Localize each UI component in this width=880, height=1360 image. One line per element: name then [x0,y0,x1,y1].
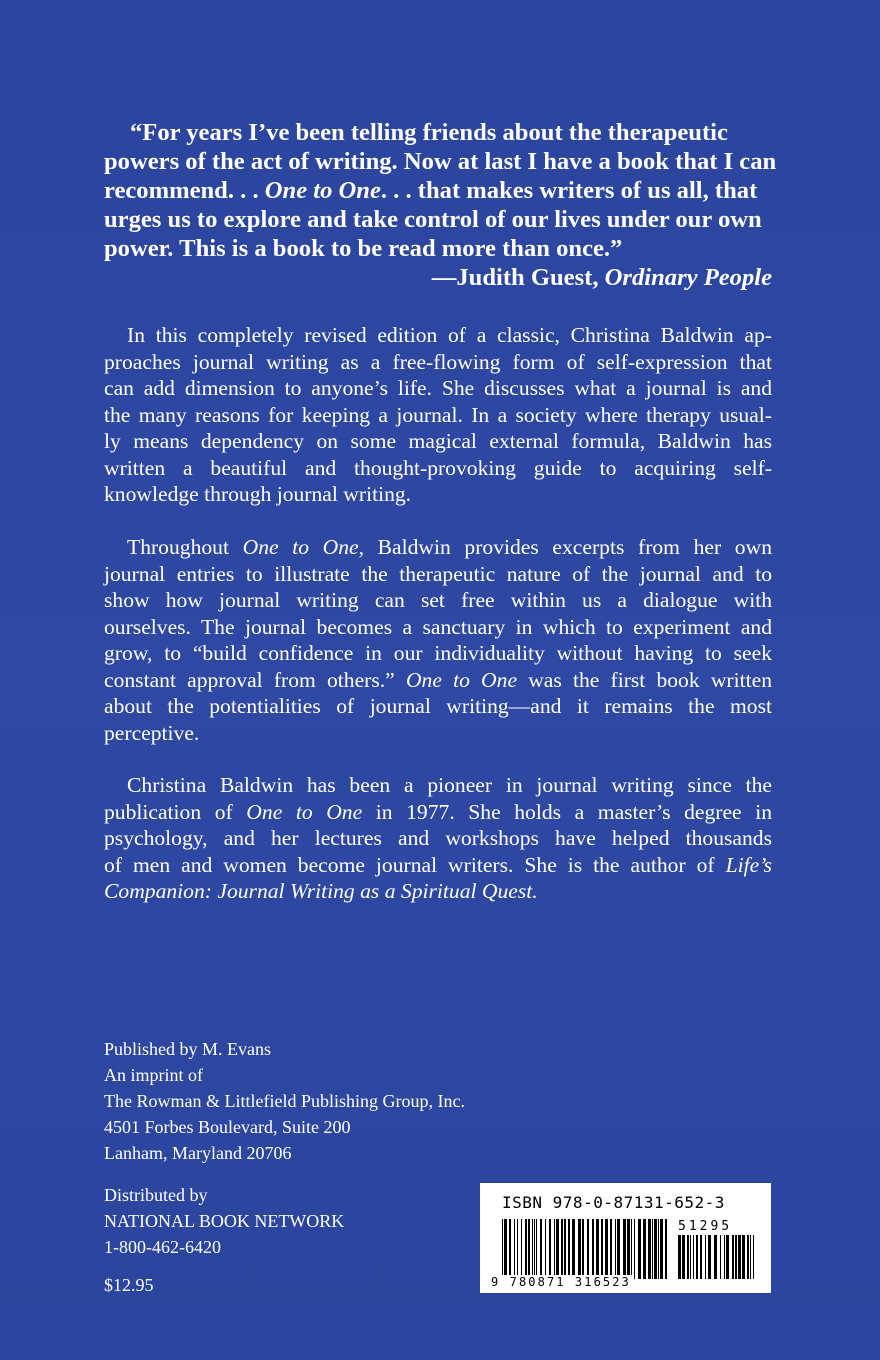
barcode-bar [502,1219,503,1279]
barcode-bar [643,1219,646,1279]
distributor-line: Distributed by [104,1185,208,1205]
paragraph-line: ourselves. The journal becomes a sanctuary in which to experiment and [104,614,772,639]
barcode-bar [682,1235,685,1279]
paragraph-text: in 1977. She holds a master’s degree in [362,799,773,824]
quote-line: powers of the act of writing. Now at last I have a book that I can [104,148,777,175]
paragraph-line: In this completely revised edition of a classic, Christina Baldwin ap- [127,323,772,347]
barcode-bar [601,1219,603,1279]
paragraph-line: journal entries to illustrate the therapeutic nature of the journal and to [104,561,772,586]
barcode-bar [720,1235,721,1279]
barcode-bar [705,1235,706,1279]
barcode-bar [693,1235,694,1279]
paragraph-text: of men and women become journal writers. She is the author of [104,852,726,877]
barcode-bar [665,1219,667,1279]
barcode-bar [596,1219,599,1279]
paragraph-line: psychology, and her lectures and workshops have helped thousands [104,826,772,850]
barcode-bar [747,1235,749,1279]
barcode-bar [556,1219,559,1279]
barcode-digits: 9 780871 316523 [491,1275,631,1289]
barcode-bar [605,1219,608,1279]
paragraph-line: perceptive. [104,720,200,745]
barcode-bar [690,1235,691,1279]
quote-line: urges us to explore and take control of our lives under our own [104,206,762,233]
publisher-line: The Rowman & Littlefield Publishing Group, Inc. [104,1091,465,1111]
book-title: One to One [405,667,518,692]
barcode-bar [700,1235,702,1279]
publisher-info [104,1036,465,1166]
price-label: $12.95 [104,1275,154,1295]
description-paragraph-2 [104,534,772,746]
paragraph-line [104,799,772,826]
barcode-bar [540,1219,542,1279]
barcode-bar [750,1235,751,1279]
barcode-bar [521,1219,522,1279]
barcode-bar [532,1219,533,1279]
book-title: One to One [246,799,363,824]
barcode-bar [545,1219,546,1279]
publisher-line: Published by M. Evans [104,1039,272,1059]
paragraph-line: show how journal writing can set free within us a dialogue with [104,588,772,612]
barcode-bar [726,1235,729,1279]
barcode-bar [678,1235,681,1279]
book-title: Life’s [725,852,772,877]
paragraph-line [104,667,772,694]
paragraph-line: written a beautiful and thought-provoking guide to acquiring self- [104,455,772,480]
description-paragraph-1 [104,322,772,508]
paragraph-text: Throughout [127,535,243,559]
barcode-bar [654,1219,657,1279]
quote-line: “For years I’ve been telling friends about the therapeutic [130,119,728,146]
paragraph-line: knowledge through journal writing. [104,482,412,506]
barcode-bar [568,1219,570,1279]
paragraph-line [104,878,772,905]
barcode-bar [572,1219,575,1279]
barcode-bar [592,1219,594,1279]
distributor-info [104,1182,344,1260]
barcode-bar [753,1235,754,1279]
book-title: One to One, [242,535,364,559]
attribution-author: —Judith Guest, [431,264,605,291]
paragraph-line [104,852,772,879]
barcode-bar [504,1219,507,1279]
publisher-line: An imprint of [104,1065,203,1085]
barcode-bar [732,1235,734,1279]
barcode-bar [631,1219,632,1279]
barcode-bar [627,1219,630,1279]
barcode-bar [517,1219,518,1279]
barcode-bar [652,1219,653,1279]
quote-text: . . . that makes writers of us all, that [380,177,758,204]
paragraph-line: proaches journal writing as a free-flowing form of self-expression that [104,349,772,374]
barcode-bar [564,1219,566,1279]
barcode-bar [623,1219,626,1279]
barcode-bar [509,1219,511,1279]
barcode-bar [634,1219,635,1279]
attribution-book-title: Ordinary People [604,264,772,291]
paragraph-text: Baldwin provides excerpts from her own [364,535,772,559]
barcode-bar [549,1219,551,1279]
barcode-bar [738,1235,741,1279]
author-bio-paragraph [104,772,772,905]
quote-attribution [104,263,772,292]
barcode-bar [525,1219,527,1279]
paragraph-line: Christina Baldwin has been a pioneer in journal writing since the [127,773,772,797]
isbn-text: ISBN 978-0-87131-652-3 [502,1193,725,1212]
distributor-line: 1-800-462-6420 [104,1237,221,1257]
barcode-bar [696,1235,698,1279]
paragraph-text: was the first book written [517,667,772,692]
paragraph-line: about the potentialities of journal writing—and it remains the most [104,694,772,718]
barcode-bar [687,1235,689,1279]
paragraph-line: grow, to “build confidence in our individuality without having to seek [104,641,772,665]
book-title: One to One [264,177,381,204]
barcode-bar [536,1219,537,1279]
paragraph-line: can add dimension to anyone’s life. She discusses what a journal is and [104,376,772,400]
barcode-bar [554,1219,555,1279]
paragraph-line: the many reasons for keeping a journal. In a society where therapy usual- [104,402,772,427]
barcode-bar [714,1235,717,1279]
barcode-bar [514,1219,515,1279]
barcode-bar [658,1219,659,1279]
barcode-bar [638,1219,641,1279]
quote-line: power. This is a book to be read more than once.” [104,235,623,262]
book-title: Companion: Journal Writing as a Spiritual Quest. [104,879,538,903]
barcode-bar [610,1219,612,1279]
barcode-bar [534,1219,535,1279]
publisher-line: 4501 Forbes Boulevard, Suite 200 [104,1117,351,1137]
paragraph-line: ly means dependency on some magical external formula, Baldwin has [104,429,772,453]
barcode-bar [660,1219,663,1279]
isbn-barcode [480,1183,771,1293]
paragraph-text: constant approval from others.” [104,667,406,692]
barcode-bar [724,1235,725,1279]
paragraph-line [104,534,772,561]
barcode-bar [648,1219,651,1279]
barcode-bar [561,1219,563,1279]
barcode-bar [582,1219,584,1279]
quote-text: recommend. . . [104,177,265,204]
barcode-bar [617,1219,620,1279]
barcode-bar [708,1235,711,1279]
paragraph-text: publication of [104,799,247,824]
barcode-bar [615,1219,616,1279]
barcode-bar [735,1235,737,1279]
publisher-line: Lanham, Maryland 20706 [104,1143,292,1163]
barcode-bar [528,1219,530,1279]
barcode-bar [742,1235,745,1279]
quote-line [104,176,772,205]
barcode-bar [587,1219,589,1279]
endorsement-quote [104,118,777,292]
distributor-line: NATIONAL BOOK NETWORK [104,1211,345,1231]
price-code: 51295 [678,1219,733,1234]
barcode-bar [578,1219,581,1279]
